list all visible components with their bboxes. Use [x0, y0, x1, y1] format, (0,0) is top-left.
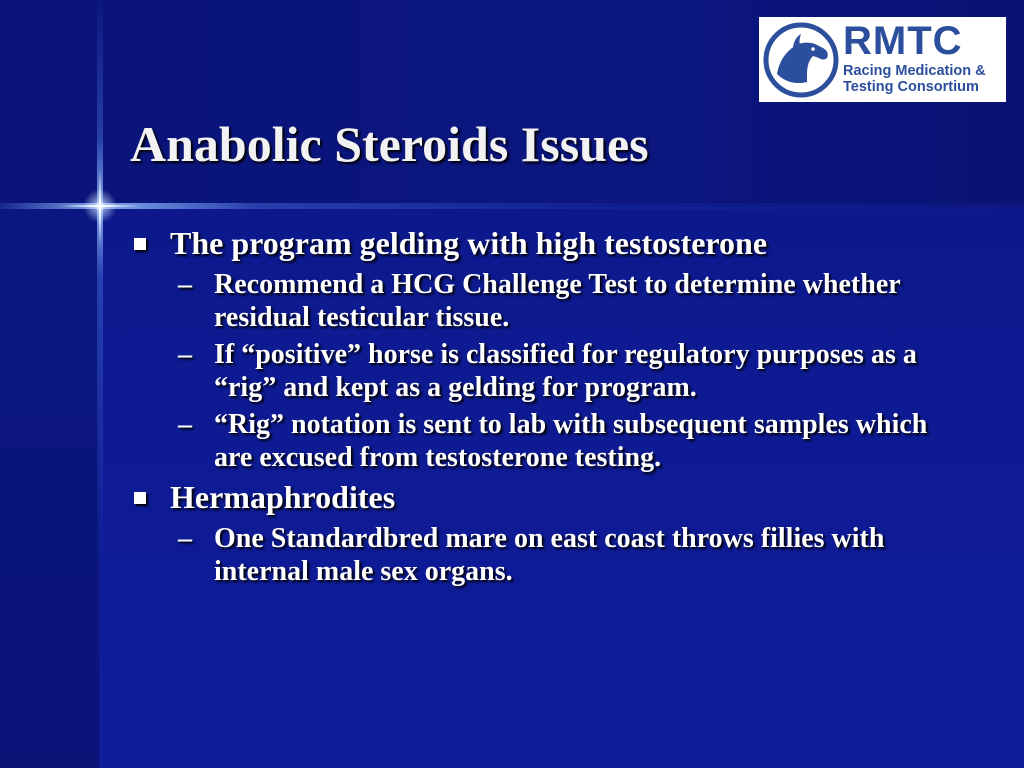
slide-title: Anabolic Steroids Issues — [130, 116, 649, 172]
bullet-text: Hermaphrodites — [170, 479, 396, 515]
dash-bullet: – — [178, 339, 192, 370]
bullet-text: The program gelding with high testosterone — [170, 225, 768, 261]
horse-head-icon — [763, 22, 839, 98]
logo-name-line-2: Testing Consortium — [843, 79, 979, 95]
bullet-item — [130, 478, 970, 516]
logo-name-line-1: Racing Medication & — [843, 63, 986, 79]
left-band — [0, 207, 100, 768]
sub-bullet-item — [178, 268, 970, 334]
square-bullet-icon — [134, 238, 146, 250]
sub-bullet-text: “Rig” notation is sent to lab with subsequent samples which are excused from testosterone testing. — [214, 409, 928, 473]
sub-bullet-text: One Standardbred mare on east coast throws fillies with internal male sex organs. — [214, 523, 885, 587]
sub-bullet-item — [178, 338, 970, 404]
rmtc-logo — [759, 17, 1006, 102]
sub-bullet-item — [178, 522, 970, 588]
sub-bullet-text: If “positive” horse is classified for regulatory purposes as a “rig” and kept as a gelding for program. — [214, 339, 917, 403]
dash-bullet: – — [178, 409, 192, 440]
dash-bullet: – — [178, 269, 192, 300]
sparkle-ray-vertical — [99, 170, 101, 245]
horizontal-glow-line — [0, 203, 1024, 209]
logo-abbreviation: RMTC — [843, 19, 963, 63]
square-bullet-icon — [134, 492, 146, 504]
bullet-item — [130, 224, 970, 262]
slide-content — [130, 224, 970, 588]
sub-bullet-text: Recommend a HCG Challenge Test to determine whether residual testicular tissue. — [214, 269, 901, 333]
dash-bullet: – — [178, 523, 192, 554]
vertical-glow-line — [97, 0, 103, 768]
sub-bullet-item — [178, 408, 970, 474]
